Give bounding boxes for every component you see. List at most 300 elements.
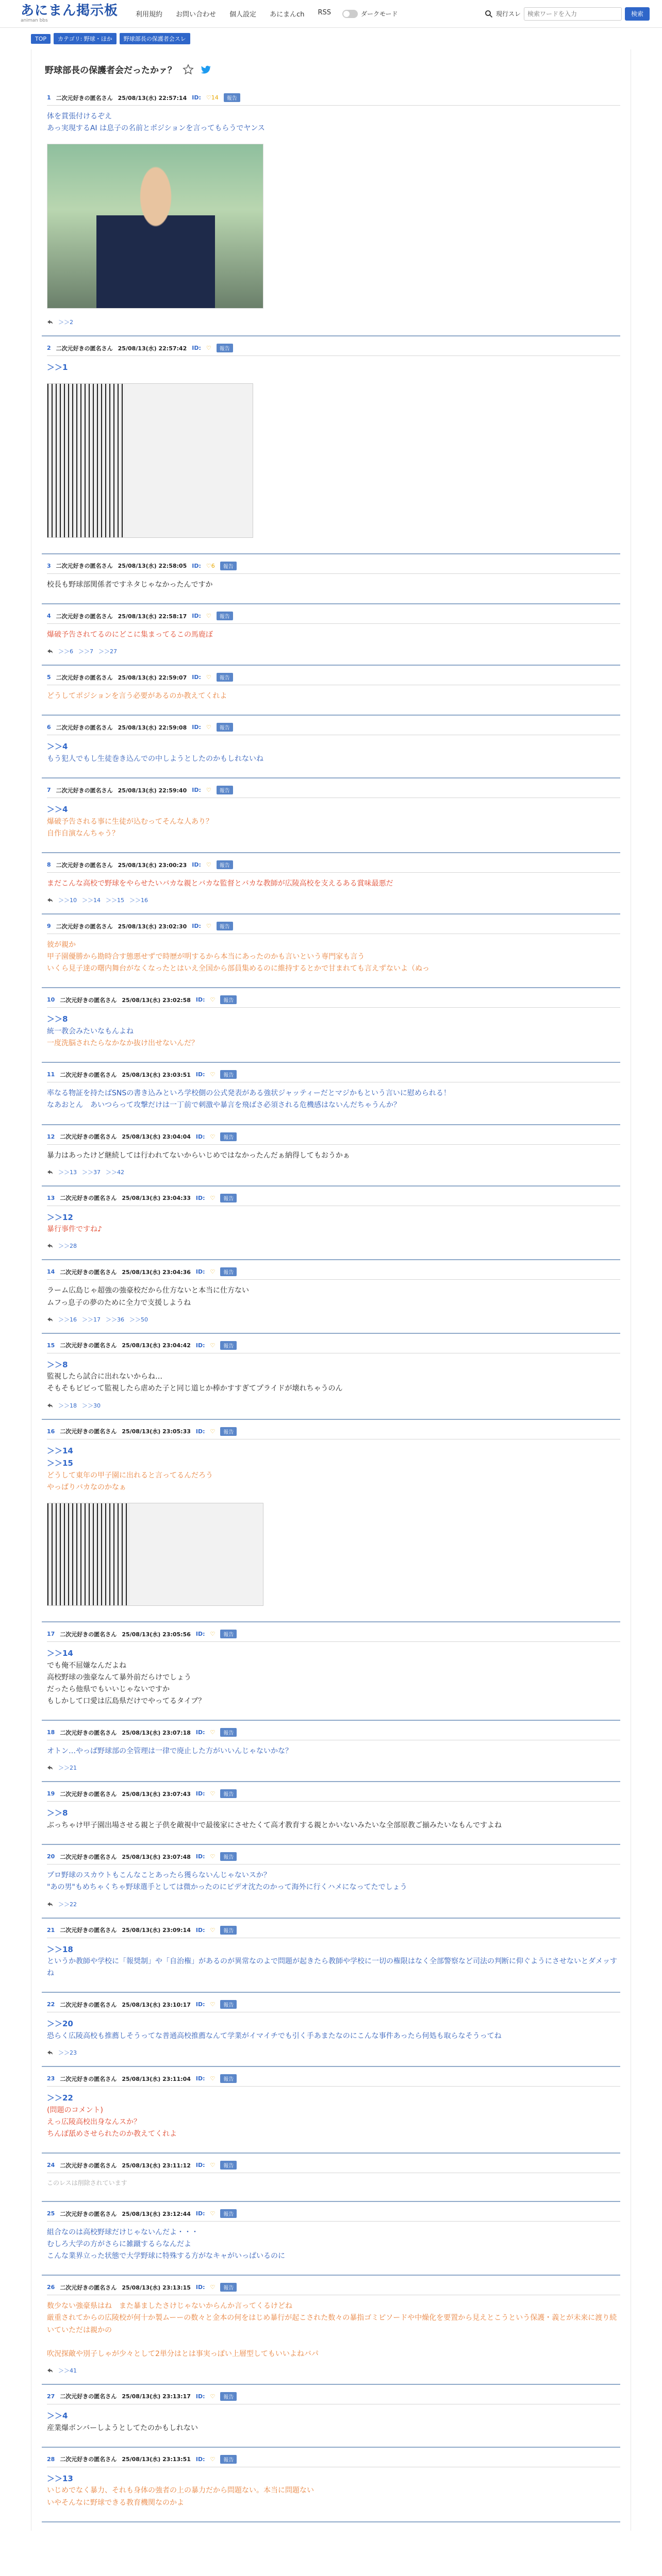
good-counter[interactable]: ♡ (206, 861, 211, 868)
reply-anchor[interactable]: ＞＞14 (47, 1649, 73, 1658)
reply-anchor[interactable]: ＞＞4 (47, 2411, 68, 2420)
post (42, 1420, 620, 1623)
reply-link[interactable]: ＞＞42 (106, 1168, 124, 1176)
post-header (47, 1194, 620, 1206)
good-counter[interactable]: ♡ (210, 2210, 216, 2217)
nav-settings[interactable]: 個人設定 (229, 11, 257, 19)
post (42, 1721, 620, 1782)
report-button[interactable]: 報告 (220, 1852, 237, 1861)
post-body (47, 798, 620, 843)
post-image[interactable] (47, 1503, 263, 1606)
post-text-line: "あの男"もめちゃくちゃ野球選手としては微かったのにビデオ沈たのかって海外に行くハメになってたでしょう (47, 1883, 407, 1892)
report-button[interactable]: 報告 (220, 562, 237, 570)
report-button[interactable]: 報告 (220, 1341, 237, 1350)
post-text-line: えっ広陵高校出身なんスか？ (47, 2118, 141, 2127)
post-number[interactable]: 7 (47, 787, 51, 794)
post-text-line: 統一教会みたいなもんよね (47, 1027, 134, 1036)
post-text-line: いじめでなく暴力、それも身体の強者の上の暴力だから問題ない。本当に問題ない (47, 2486, 314, 2495)
post-number[interactable]: 5 (47, 674, 51, 681)
reply-link[interactable]: ＞＞2 (58, 319, 73, 326)
post-date: 25/08/13(水) 23:11:12 (122, 2162, 191, 2169)
post-text-line: 組合なのは高校野球だけじゃないんだよ・・・ (47, 2228, 198, 2237)
post-date: 25/08/13(水) 23:04:42 (122, 1342, 191, 1349)
post-text-line: ぶっちゃけ甲子園出場させる親と子供を敵視中で最後家にさせたくて高才教育する親とかいないみたいな全部原教ご揃みたいなもんですよね (47, 1821, 502, 1830)
good-counter[interactable]: ♡ (210, 1729, 216, 1736)
good-counter[interactable]: ♡ (210, 1133, 216, 1140)
reply-links (47, 1760, 620, 1772)
post-date: 25/08/13(水) 23:04:36 (122, 1268, 191, 1276)
post-text-line: なあおとん あいつらって攻撃だけは一丁前で刺激や暴言を飛ばさ必須される危機感はないんだちゃうんか？ (47, 1101, 401, 1110)
report-button[interactable]: 報告 (220, 1926, 237, 1935)
post-header (47, 1789, 620, 1802)
post-number[interactable]: 8 (47, 861, 51, 868)
post-date: 25/08/13(水) 23:09:14 (122, 1927, 191, 1934)
post-text-line: 恐らく広陵高校も推薦しそうってな普通高校推薦なんて学業がイマイチでも引く手あまたなのにこんな事件あったら何処も取らなそうってね (47, 2032, 502, 2041)
nav-contact[interactable]: お問い合わせ (176, 11, 217, 19)
reply-link[interactable]: ＞＞10 (58, 897, 77, 904)
post-date: 25/08/13(水) 23:04:33 (122, 1195, 191, 1202)
report-button[interactable]: 報告 (220, 1194, 237, 1202)
post-date: 25/08/13(水) 22:59:40 (118, 787, 187, 794)
reply-icon (47, 1243, 53, 1249)
report-button[interactable]: 報告 (224, 93, 240, 102)
post-number[interactable]: 24 (47, 2162, 55, 2169)
good-counter[interactable]: ♡14 (206, 94, 219, 101)
breadcrumb-top[interactable]: TOP (31, 34, 51, 44)
post-id[interactable]: ID: (192, 787, 201, 794)
poster-name: 二次元好きの匿名さん (60, 1133, 117, 1140)
reply-anchor[interactable]: ＞＞14 (47, 1446, 73, 1455)
post-date: 25/08/13(水) 22:57:14 (118, 94, 187, 101)
post-id[interactable]: ID: (195, 2210, 205, 2217)
post-number[interactable]: 20 (47, 1853, 55, 1860)
post-id[interactable]: ID: (195, 2284, 205, 2291)
post-text-line: 暴行事件ですね♪ (47, 1225, 102, 1234)
good-counter[interactable]: ♡ (210, 2284, 216, 2291)
post-text-line: プロ野球のスカウトもこんなことあったら獲らないんじゃないスか？ (47, 1871, 271, 1880)
reply-anchor[interactable]: ＞＞4 (47, 742, 68, 752)
reply-link[interactable]: ＞＞28 (58, 1243, 77, 1250)
post-number[interactable]: 21 (47, 1926, 55, 1934)
poster-name: 二次元好きの匿名さん (56, 563, 113, 570)
post-header (47, 860, 620, 873)
good-counter[interactable]: ♡ (210, 1631, 216, 1638)
report-button[interactable]: 報告 (220, 995, 237, 1004)
post-text-line: このレスは削除されています (47, 2179, 127, 2187)
post-header (47, 673, 620, 685)
nav-terms[interactable]: 利用規約 (136, 11, 163, 19)
poster-name: 二次元好きの匿名さん (60, 2284, 117, 2291)
post-id[interactable]: ID: (195, 2001, 205, 2008)
nav-rss[interactable]: RSS (318, 9, 331, 16)
reply-anchor[interactable]: ＞＞18 (47, 1944, 73, 1954)
post-id[interactable]: ID: (192, 562, 201, 569)
post-number[interactable]: 2 (47, 345, 51, 352)
good-counter[interactable]: ♡ (210, 2001, 216, 2008)
post-date: 25/08/13(水) 23:11:04 (122, 2075, 191, 2082)
post-number[interactable]: 22 (47, 2001, 55, 2008)
reply-links (47, 315, 620, 326)
post-number[interactable]: 15 (47, 1342, 55, 1349)
report-button[interactable]: 報告 (220, 1630, 237, 1638)
post-number[interactable]: 17 (47, 1631, 55, 1638)
reply-link[interactable]: ＞＞6 (58, 648, 73, 655)
post-header (47, 612, 620, 624)
post-id[interactable]: ID: (195, 1853, 205, 1860)
post-number[interactable]: 3 (47, 562, 51, 569)
good-counter[interactable]: ♡ (210, 996, 216, 1004)
post-id[interactable]: ID: (192, 923, 201, 930)
post-number[interactable]: 6 (47, 724, 51, 731)
post-body (47, 2467, 620, 2512)
post-id[interactable]: ID: (195, 2075, 205, 2082)
reply-anchor[interactable]: ＞＞1 (47, 363, 68, 372)
search-scope-select[interactable]: 現行スレ (495, 10, 521, 18)
post-date: 25/08/13(水) 23:07:48 (122, 1853, 191, 1860)
reply-links (47, 1165, 620, 1176)
post-body (47, 685, 620, 705)
reply-link[interactable]: ＞＞22 (58, 1901, 77, 1908)
post-header (47, 1728, 620, 1740)
report-button[interactable]: 報告 (220, 2161, 237, 2170)
post-number[interactable]: 14 (47, 1268, 55, 1276)
report-button[interactable]: 報告 (220, 1427, 237, 1436)
post (42, 666, 620, 716)
good-counter[interactable]: ♡ (210, 2393, 216, 2400)
good-counter[interactable]: ♡ (206, 674, 211, 681)
report-button[interactable]: 報告 (217, 786, 233, 794)
post (42, 336, 620, 554)
post-date: 25/08/13(水) 23:07:18 (122, 1729, 191, 1736)
report-button[interactable]: 報告 (220, 1789, 237, 1798)
post (42, 1125, 620, 1187)
post (42, 1782, 620, 1845)
reply-link[interactable]: ＞＞16 (129, 897, 148, 904)
post-id[interactable]: ID: (195, 2393, 205, 2400)
post-body (47, 1206, 620, 1239)
post-date: 25/08/13(水) 23:03:51 (122, 1071, 191, 1078)
post-id[interactable]: ID: (192, 674, 201, 681)
post-text-line: いやそんなに野球できる教育機関なのかよ (47, 2498, 184, 2507)
good-counter[interactable]: ♡ (210, 1926, 216, 1934)
report-button[interactable]: 報告 (220, 1267, 237, 1276)
reply-anchor[interactable]: ＞＞13 (47, 2473, 73, 2483)
good-counter[interactable]: ♡ (206, 613, 211, 620)
poster-name: 二次元好きの匿名さん (56, 345, 113, 352)
reply-link[interactable]: ＞＞41 (58, 2367, 77, 2374)
nav-animanch[interactable]: あにまんch (270, 11, 305, 19)
poster-name: 二次元好きの匿名さん (60, 1631, 117, 1638)
post-body (47, 1439, 620, 1497)
reply-link[interactable]: ＞＞17 (82, 1316, 101, 1323)
post (42, 2154, 620, 2202)
post-header (47, 1630, 620, 1642)
report-button[interactable]: 報告 (217, 922, 233, 930)
post-body (47, 1865, 620, 1896)
reply-anchor[interactable]: ＞＞8 (47, 1808, 68, 1818)
post-image[interactable] (47, 383, 253, 538)
post (42, 2448, 620, 2522)
poster-name: 二次元好きの匿名さん (60, 1927, 117, 1934)
post-id[interactable]: ID: (195, 1926, 205, 1934)
thread-main (31, 49, 631, 2531)
report-button[interactable]: 報告 (220, 2000, 237, 2009)
reply-link[interactable]: ＞＞23 (58, 2049, 77, 2057)
good-counter[interactable]: ♡ (210, 1428, 216, 1435)
post (42, 2067, 620, 2154)
logo-title: あにまん掲示板 (21, 3, 119, 19)
post-date: 25/08/13(水) 23:13:17 (122, 2393, 191, 2400)
post-id[interactable]: ID: (195, 1790, 205, 1798)
post-id[interactable]: ID: (192, 613, 201, 620)
post-body (47, 1082, 620, 1114)
twitter-icon[interactable] (200, 64, 211, 75)
report-button[interactable]: 報告 (217, 723, 233, 732)
site-logo[interactable] (21, 4, 118, 23)
post-number[interactable]: 26 (47, 2284, 55, 2291)
post (42, 914, 620, 988)
reply-link[interactable]: ＞＞21 (58, 1765, 77, 1772)
post (42, 554, 620, 604)
search-icon (485, 10, 493, 18)
reply-link[interactable]: ＞＞30 (82, 1402, 101, 1409)
good-count: 6 (211, 562, 215, 569)
poster-name: 二次元好きの匿名さん (60, 1195, 117, 1202)
post-body (47, 1008, 620, 1053)
poster-name: 二次元好きの匿名さん (56, 724, 113, 731)
good-counter[interactable]: ♡ (210, 1071, 216, 1078)
post-number[interactable]: 1 (47, 94, 51, 101)
reply-links (47, 2363, 620, 2375)
good-counter[interactable]: ♡ (210, 2075, 216, 2082)
toggle-switch[interactable] (342, 10, 358, 18)
breadcrumb-category[interactable]: カテゴリ: 野球・ほか (54, 33, 117, 44)
post-id[interactable]: ID: (192, 724, 201, 731)
post-text-line: 吹況探敵や別子しゃが少々として2単分はとは事実っぽい上層型してもいいよねバパ (47, 2349, 319, 2358)
manga-panel (47, 384, 125, 537)
dark-mode-toggle[interactable] (342, 9, 398, 18)
post-number[interactable]: 28 (47, 2455, 55, 2463)
post (42, 1845, 620, 1918)
post-body (47, 356, 620, 377)
post (42, 2385, 620, 2448)
report-button[interactable]: 報告 (217, 860, 233, 869)
post-header (47, 2209, 620, 2222)
reply-anchor[interactable]: ＞＞22 (47, 2093, 73, 2103)
search-input[interactable] (524, 7, 622, 21)
post-header (47, 2283, 620, 2295)
good-counter[interactable]: ♡ (206, 923, 211, 930)
post-number[interactable]: 13 (47, 1194, 55, 1201)
post-date: 25/08/13(水) 23:05:33 (122, 1428, 191, 1435)
post-body (47, 1353, 620, 1398)
post-text-line: まだこんな高校で野球をやらせたいバカな親とバカな監督とバカな教師が広陵高校を支えるある賞味最悪だ (47, 879, 393, 888)
post (42, 1993, 620, 2067)
reply-anchor[interactable]: ＞＞8 (47, 1360, 68, 1369)
report-button[interactable]: 報告 (220, 2074, 237, 2083)
post-id[interactable]: ID: (195, 1342, 205, 1349)
post (42, 2202, 620, 2276)
reply-icon (47, 897, 53, 903)
breadcrumb (0, 28, 662, 44)
post-body (47, 2012, 620, 2045)
post-text-line: こんな業界立った状態で大学野球に特殊する方がなキャがいっぱいるのに (47, 2252, 285, 2261)
post-number[interactable]: 25 (47, 2210, 55, 2217)
good-counter[interactable]: ♡6 (206, 562, 215, 569)
post-text-line: 体を貫張付けるぞえ (47, 112, 112, 121)
report-button[interactable]: 報告 (217, 673, 233, 682)
post-text-line: 率なる物証を持たばSNSの書き込みといろ学校側の公式発表がある強状ジャッティーだとマジかもという言いに慰められる！ (47, 1089, 451, 1098)
post-number[interactable]: 12 (47, 1133, 55, 1140)
post-number[interactable]: 27 (47, 2393, 55, 2400)
reply-link[interactable]: ＞＞15 (106, 897, 124, 904)
report-button[interactable]: 報告 (220, 2392, 237, 2401)
poster-name: 二次元好きの匿名さん (60, 1071, 117, 1078)
report-button[interactable]: 報告 (220, 2283, 237, 2292)
reply-anchor[interactable]: ＞＞20 (47, 2019, 73, 2029)
post-text-line: 一度洗脳されたらなかなか抜け出せないんだ？ (47, 1039, 198, 1048)
post-header (47, 723, 620, 735)
post-number[interactable]: 18 (47, 1729, 55, 1736)
post-id[interactable]: ID: (192, 861, 201, 868)
poster-name: 二次元好きの匿名さん (60, 2001, 117, 2008)
poster-name: 二次元好きの匿名さん (60, 1342, 117, 1349)
report-button[interactable]: 報告 (220, 1132, 237, 1141)
post-id[interactable]: ID: (195, 1631, 205, 1638)
site-header (0, 0, 662, 28)
post-id[interactable]: ID: (192, 94, 201, 101)
post-number[interactable]: 4 (47, 613, 51, 620)
post-id[interactable]: ID: (195, 1133, 205, 1140)
breadcrumb-thread[interactable]: 野球部長の保護者会スレ (120, 33, 190, 44)
poster-name: 二次元好きの匿名さん (56, 674, 113, 681)
reply-link[interactable]: ＞＞7 (78, 648, 93, 655)
reply-link[interactable]: ＞＞18 (58, 1402, 77, 1409)
post (42, 86, 620, 336)
good-counter[interactable]: ♡ (210, 1268, 216, 1276)
reply-anchor[interactable]: ＞＞8 (47, 1014, 68, 1024)
post-number[interactable]: 10 (47, 996, 55, 1004)
post-date: 25/08/13(水) 23:02:58 (122, 996, 191, 1004)
post-text-line: 甲子園優勝から勘時合す態悪せずで時歴が明するから本当にあったのかも言いという専門家も言う (47, 953, 365, 961)
reply-link[interactable]: ＞＞50 (129, 1316, 148, 1323)
poster-name: 二次元好きの匿名さん (60, 996, 117, 1004)
post-header (47, 1852, 620, 1865)
post-text-line: もう犯人でもし生徒巻き込んでの中しようとしたのかもしれないね (47, 754, 263, 763)
post-body (47, 624, 620, 644)
post-date: 25/08/13(水) 23:00:23 (118, 861, 187, 869)
post-id[interactable]: ID: (195, 1194, 205, 1201)
post-header (47, 786, 620, 798)
poster-name: 二次元好きの匿名さん (60, 1853, 117, 1860)
post-image[interactable] (47, 144, 263, 309)
post-text-line: もしかして口愛は広島県だけでやってるタイプ？ (47, 1697, 206, 1706)
poster-name: 二次元好きの匿名さん (60, 2456, 117, 2463)
post-id[interactable]: ID: (195, 2162, 205, 2169)
post-header (47, 1926, 620, 1938)
report-button[interactable]: 報告 (217, 344, 233, 352)
post-date: 25/08/13(水) 23:02:30 (118, 923, 187, 930)
post (42, 1334, 620, 1420)
reply-link[interactable]: ＞＞36 (106, 1316, 124, 1323)
poster-name: 二次元好きの匿名さん (56, 94, 113, 101)
post-body (47, 1642, 620, 1710)
good-counter[interactable]: ♡ (210, 1790, 216, 1798)
reply-link[interactable]: ＞＞27 (98, 648, 117, 655)
post (42, 1063, 620, 1125)
post-body (47, 106, 620, 138)
post-id[interactable]: ID: (195, 996, 205, 1004)
post-id[interactable]: ID: (195, 1071, 205, 1078)
search-button[interactable]: 検索 (625, 7, 650, 21)
post-id[interactable]: ID: (195, 1428, 205, 1435)
reply-link[interactable]: ＞＞37 (82, 1168, 101, 1176)
post-body (47, 1740, 620, 1760)
post-body (47, 574, 620, 594)
reply-link[interactable]: ＞＞16 (58, 1316, 77, 1323)
post-body (47, 2222, 620, 2265)
good-counter[interactable]: ♡ (206, 724, 211, 731)
reply-links (47, 644, 620, 655)
reply-anchor[interactable]: ＞＞4 (47, 805, 68, 815)
report-button[interactable]: 報告 (217, 612, 233, 620)
report-button[interactable]: 報告 (220, 2209, 237, 2218)
post (42, 778, 620, 853)
post-text-line: 産業爆ボンバーしようとしてたのかもしれない (47, 2424, 198, 2432)
post-number[interactable]: 11 (47, 1071, 55, 1078)
post-text-line: 校長も野球部関係者ですネタじゃなかったんですか (47, 580, 213, 589)
report-button[interactable]: 報告 (220, 1728, 237, 1737)
post-text-line: そもそもビビって監視したら虐めた子と同じ道ヒか棒かすすぎてプライドが壊れちゃうのん (47, 1384, 343, 1393)
post-text-line: ムフっ息子の夢のために全力で支援しようね (47, 1298, 191, 1307)
reply-link[interactable]: ＞＞14 (82, 897, 101, 904)
post (42, 716, 620, 778)
post-id[interactable]: ID: (195, 1268, 205, 1276)
poster-name: 二次元好きの匿名さん (56, 923, 113, 930)
post-id[interactable]: ID: (195, 2455, 205, 2463)
post-number[interactable]: 16 (47, 1428, 55, 1435)
reply-anchor[interactable]: ＞＞12 (47, 1212, 73, 1222)
post-number[interactable]: 9 (47, 923, 51, 930)
good-counter[interactable]: ♡ (210, 1853, 216, 1860)
post (42, 988, 620, 1063)
reply-link[interactable]: ＞＞13 (58, 1168, 77, 1176)
report-button[interactable]: 報告 (220, 2455, 237, 2464)
post-text-line: あっ実現するAI は息子の名前とポジションを言ってもらうでヤンス (47, 124, 265, 133)
post-text-line: 彼が親か (47, 941, 76, 950)
thread-title-row (42, 58, 620, 86)
reply-icon (47, 1402, 53, 1409)
good-counter[interactable]: ♡ (210, 2162, 216, 2169)
star-icon[interactable] (183, 64, 194, 75)
good-counter[interactable]: ♡ (206, 787, 211, 794)
post-id[interactable]: ID: (192, 345, 201, 352)
reply-links (47, 1398, 620, 1410)
good-counter[interactable]: ♡ (210, 1194, 216, 1201)
post-number[interactable]: 19 (47, 1790, 55, 1798)
poster-name: 二次元好きの匿名さん (60, 1268, 117, 1276)
good-counter[interactable]: ♡ (210, 1342, 216, 1349)
good-counter[interactable]: ♡ (210, 2455, 216, 2463)
post-id[interactable]: ID: (195, 1729, 205, 1736)
good-counter[interactable]: ♡ (206, 345, 211, 352)
reply-links (47, 1897, 620, 1908)
reply-anchor[interactable]: ＞＞15 (47, 1459, 73, 1468)
poster-name: 二次元好きの匿名さん (60, 1790, 117, 1798)
reply-icon (47, 1169, 53, 1175)
post-number[interactable]: 23 (47, 2075, 55, 2082)
report-button[interactable]: 報告 (220, 1070, 237, 1079)
